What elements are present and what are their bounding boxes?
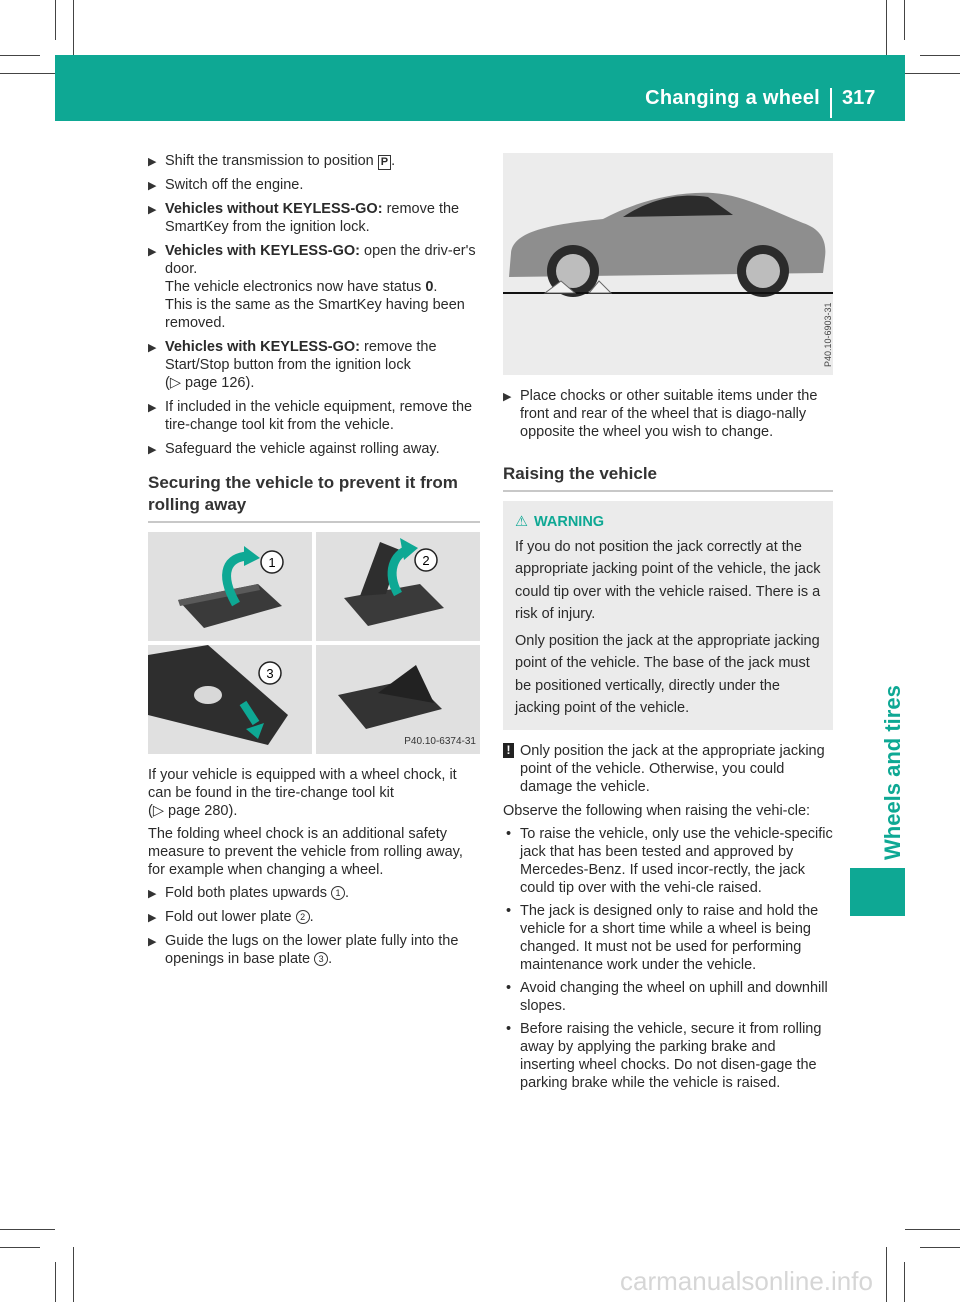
crop-mark <box>0 55 40 56</box>
step-item: ▶ Fold out lower plate 2 . <box>148 909 314 925</box>
callout-2: 2 <box>422 553 430 568</box>
section-title: Raising the vehicle <box>503 463 833 492</box>
step-item: ▶ Safeguard the vehicle against rolling away. <box>148 441 440 457</box>
left-column <box>148 152 480 974</box>
watermark: carmanualsonline.info <box>620 1266 873 1296</box>
arrow-right-icon: ▶ <box>148 888 157 900</box>
crop-mark <box>73 0 74 55</box>
crop-mark <box>905 73 960 74</box>
crop-mark <box>905 1229 960 1230</box>
step-item: ▶ Vehicles with KEYLESS-GO: open the driv-er's door. The vehicle electronics now have status 0. This is the same as the SmartKey having been removed. <box>148 243 476 331</box>
callout-3: 3 <box>266 666 274 681</box>
body-paragraph: Observe the following when raising the vehi-cle: <box>503 802 811 819</box>
side-tab-block <box>850 868 905 916</box>
warning-text: Only position the jack at the appropriate jacking point of the vehicle. The base of the jack must be positioned vertically, directly under the jacking point of the vehicle. <box>515 632 820 716</box>
chock-step-1-image <box>148 532 312 641</box>
arrow-right-icon: ▶ <box>148 444 157 456</box>
section-title: Securing the vehicle to prevent it from rolling away <box>148 472 480 523</box>
list-item: • The jack is designed only to raise and hold the vehicle for a short time while a wheel is being changed. It must not be used for performing maintenance work under the vehicle. <box>506 902 819 973</box>
page-reference-link[interactable]: (▷ page 280). <box>148 803 238 819</box>
crop-mark <box>55 0 56 40</box>
step-item: ▶ If included in the vehicle equipment, remove the tire-change tool kit from the vehicle. <box>148 399 473 433</box>
chock-step-2-image <box>316 532 480 641</box>
crop-mark <box>73 1247 74 1302</box>
callout-1: 1 <box>268 555 276 570</box>
car-chocks-illustration <box>503 153 833 375</box>
arrow-right-icon: ▶ <box>148 936 157 948</box>
page-reference-link[interactable]: (▷ page 126). <box>165 375 255 391</box>
arrow-right-icon: ▶ <box>148 204 157 216</box>
warning-header: ⚠ WARNING <box>515 511 821 534</box>
page-number: 317 <box>842 87 876 109</box>
crop-mark <box>920 55 960 56</box>
arrow-right-icon: ▶ <box>148 402 157 414</box>
crop-mark <box>886 0 887 55</box>
crop-mark <box>904 0 905 40</box>
crop-mark <box>0 1247 40 1248</box>
bullet-icon: • <box>506 825 512 842</box>
callout-badge: 3 <box>314 952 328 966</box>
chock-step-3-image <box>148 645 312 754</box>
crop-mark <box>904 1262 905 1302</box>
warning-text: If you do not position the jack correctly at the appropriate jacking point of the vehicle, the jack could tip over with the vehicle raised. There is a risk of injury. <box>515 538 821 622</box>
image-code: P40.10-6903-31 <box>823 302 833 367</box>
arrow-right-icon: ▶ <box>148 156 157 168</box>
crop-mark <box>0 73 55 74</box>
crop-mark <box>0 1229 55 1230</box>
step-item: ▶ Guide the lugs on the lower plate fully into the openings in base plate 3 . <box>148 933 459 967</box>
step-item: ▶ Place chocks or other suitable items under the front and rear of the wheel that is diago-nally opposite the wheel you wish to change. <box>503 388 818 440</box>
step-item: ▶ Fold both plates upwards 1 . <box>148 885 350 901</box>
bullet-icon: • <box>506 1020 512 1037</box>
list-item: • Avoid changing the wheel on uphill and downhill slopes. <box>506 979 828 1014</box>
crop-mark <box>920 1247 960 1248</box>
body-paragraph: If your vehicle is equipped with a wheel chock, it can be found in the tire-change tool kit (▷ page 280). <box>148 767 457 819</box>
park-position-key: P <box>378 155 391 170</box>
list-item: • To raise the vehicle, only use the vehicle-specific jack that has been tested and approved by Mercedes-Benz. If used incor-rectly, the jack could tip over with the vehi-cle raised. <box>506 825 833 896</box>
warning-box <box>503 501 833 730</box>
crop-mark <box>886 1247 887 1302</box>
image-code: P40.10-6374-31 <box>404 736 476 747</box>
callout-badge: 1 <box>331 886 345 900</box>
warning-triangle-icon: ⚠ <box>515 514 528 530</box>
side-tab-label: Wheels and tires <box>880 685 905 860</box>
note: ! Only position the jack at the appropriate jacking point of the vehicle. Otherwise, you could damage the vehicle. <box>503 742 833 796</box>
arrow-right-icon: ▶ <box>148 912 157 924</box>
bullet-icon: • <box>506 902 512 919</box>
step-item: ▶ Shift the transmission to position P . <box>148 153 396 169</box>
arrow-right-icon: ▶ <box>148 342 157 354</box>
step-item: ▶ Vehicles with KEYLESS-GO: remove the Start/Stop button from the ignition lock (▷ page 126). <box>148 339 437 391</box>
header-divider <box>830 88 832 118</box>
step-item: ▶ Vehicles without KEYLESS-GO: remove the SmartKey from the ignition lock. <box>148 201 460 235</box>
right-column <box>503 153 833 1097</box>
list-item: • Before raising the vehicle, secure it from rolling away by applying the parking brake and inserting wheel chocks. Do not disen-gage the parking brake while the vehicle is raised. <box>506 1020 822 1091</box>
arrow-right-icon: ▶ <box>148 246 157 258</box>
callout-badge: 2 <box>296 910 310 924</box>
step-item: ▶ Switch off the engine. <box>148 177 304 193</box>
crop-mark <box>55 1262 56 1302</box>
bullet-icon: • <box>506 979 512 996</box>
chock-folded-image <box>316 645 480 754</box>
arrow-right-icon: ▶ <box>503 391 512 403</box>
body-paragraph: The folding wheel chock is an additional safety measure to prevent the vehicle from rolling away, for example when changing a wheel. <box>148 826 463 878</box>
page-title: Changing a wheel <box>645 87 820 109</box>
car-image <box>503 153 833 375</box>
wheel-chock-illustration <box>148 532 480 754</box>
arrow-right-icon: ▶ <box>148 180 157 192</box>
exclamation-icon: ! <box>503 743 514 758</box>
